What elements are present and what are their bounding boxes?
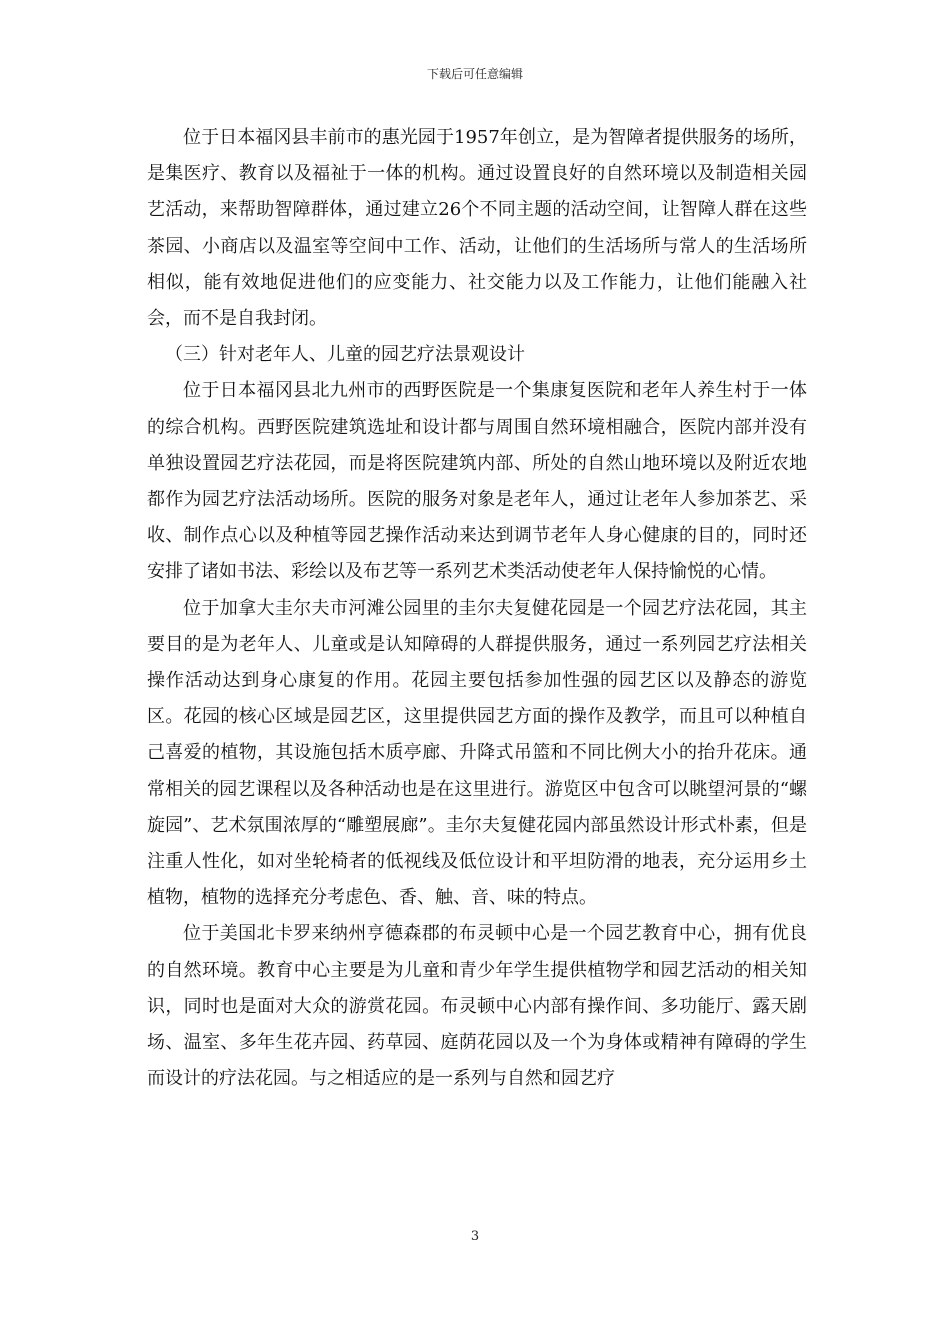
page-number: 3 <box>470 1229 480 1244</box>
document-body <box>147 120 807 1097</box>
paragraph-huiguang-garden: 位于日本福冈县丰前市的惠光园于1957年创立，是为智障者提供服务的场所，是集医疗、教育以及福祉于一体的机构。通过设置良好的自然环境以及制造相关园艺活动，来帮助智障群体，通过建立26个不同主题的活动空间，让智障人群在这些茶园、小商店以及温室等空间中工作、活动，让他们的生活场所与常人的生活场所相似，能有效地促进他们的应变能力、社交能力以及工作能力，让他们能融入社会，而不是自我封闭。 <box>147 127 807 330</box>
paragraph-bullington-center: 位于美国北卡罗来纳州亨德森郡的布灵顿中心是一个园艺教育中心，拥有优良的自然环境。教育中心主要是为儿童和青少年学生提供植物学和园艺活动的相关知识，同时也是面对大众的游赏花园。布灵顿中心内部有操作间、多功能厅、露天剧场、温室、多年生花卉园、药草园、庭荫花园以及一个为身体或精神有障碍的学生而设计的疗法花园。与之相适应的是一系列与自然和园艺疗 <box>147 923 807 1090</box>
paragraph-nishino-hospital: 位于日本福冈县北九州市的西野医院是一个集康复医院和老年人养生村于一体的综合机构。西野医院建筑选址和设计都与周围自然环境相融合，医院内部并没有单独设置园艺疗法花园，而是将医院建筑内部、所处的自然山地环境以及附近农地都作为园艺疗法活动场所。医院的服务对象是老年人，通过让老年人参加茶艺、采收、制作点心以及种植等园艺操作活动来达到调节老年人身心健康的目的，同时还安排了诸如书法、彩绘以及布艺等一系列艺术类活动使老年人保持愉悦的心情。 <box>147 380 807 583</box>
section-heading-elderly-children: （三）针对老年人、儿童的园艺疗法景观设计 <box>165 344 525 366</box>
page-header: 下载后可任意编辑 <box>426 67 523 81</box>
paragraph-guelph-garden: 位于加拿大圭尔夫市河滩公园里的圭尔夫复健花园是一个园艺疗法花园，其主要目的是为老年人、儿童或是认知障碍的人群提供服务，通过一系列园艺疗法相关操作活动达到身心康复的作用。花园主要包括参加性强的园艺区以及静态的游览区。花园的核心区域是园艺区，这里提供园艺方面的操作及教学，而且可以种植自己喜爱的植物，其设施包括木质亭廊、升降式吊篮和不同比例大小的抬升花床。通常相关的园艺课程以及各种活动也是在这里进行。游览区中包含可以眺望河景的“螺旋园”、艺术氛围浓厚的“雕塑展廊”。圭尔夫复健花园内部虽然设计形式朴素，但是注重人性化，如对坐轮椅者的低视线及低位设计和平坦防滑的地表，充分运用乡土植物，植物的选择充分考虑色、香、触、音、味的特点。 <box>147 597 807 909</box>
